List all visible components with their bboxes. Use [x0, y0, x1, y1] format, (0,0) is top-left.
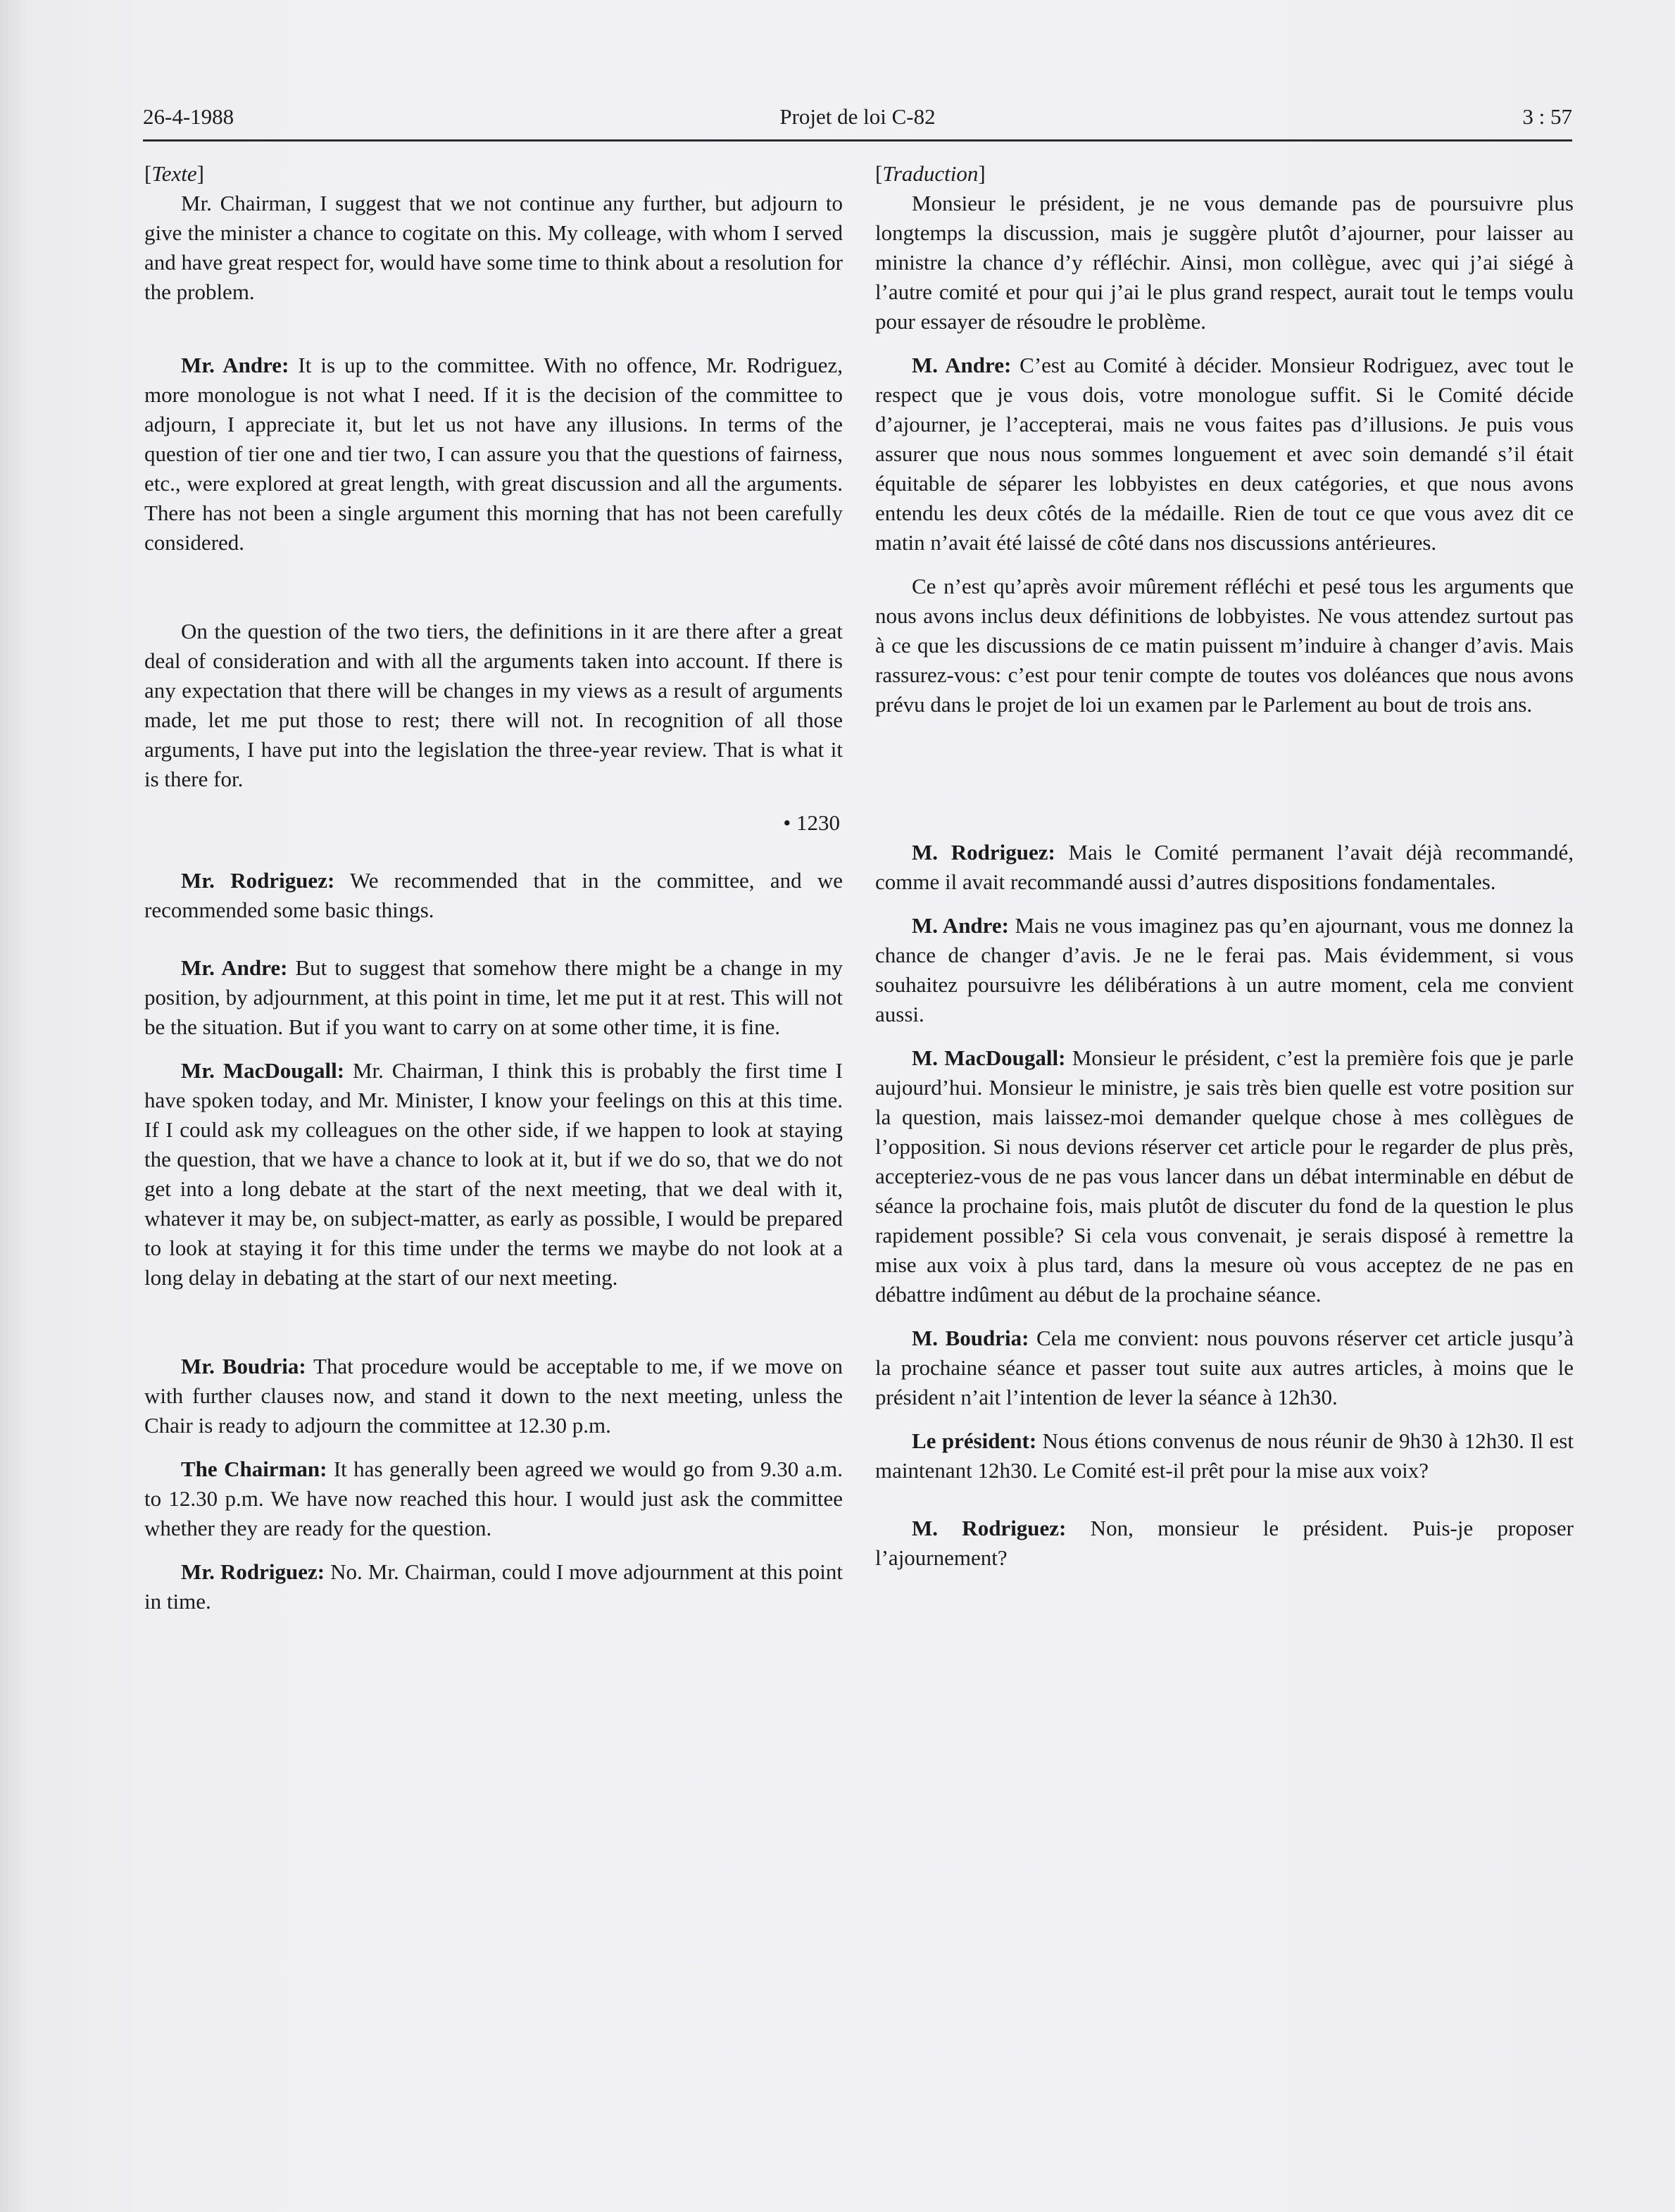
- speaker-name: Mr. Andre:: [181, 353, 289, 377]
- paragraph: M. Andre: C’est au Comité à décider. Monsieur Rodriguez, avec tout le respect que je vous dois, votre monologue suffit. Si le Comité décide d’ajourner, je l’accepterai, mais ne vous faites pas d’illusions. Je puis vous assurer que nous nous sommes longuement et avec soin demandé s’il était équitable de séparer les lobbyistes en deux catégories, et que nous avons entendu les deux côtés de la médaille. Rien de tout ce que vous avez dit ce matin n’avait été laissé de côté dans nos discussions antérieures.: [875, 353, 1574, 555]
- paragraph: Le président: Nous étions convenus de nous réunir de 9h30 à 12h30. Il est maintenant 12h30. Le Comité est-il prêt pour la mise aux voix?: [875, 1428, 1574, 1483]
- header-date: 26-4-1988: [143, 104, 234, 129]
- paragraph: Ce n’est qu’après avoir mûrement réfléchi et pesé tous les arguments que nous avons inclus deux définitions de lobbyistes. Ne vous attendez surtout pas à ce que les discussions de ce matin puissent m’induire à changer d’avis. Mais rassurez-vous: c’est pour tenir compte de toutes vos doléances que nous avons prévu dans le projet de loi un examen par le Parlement au bout de trois ans.: [875, 574, 1574, 717]
- speaker-name: Mr. Boudria:: [181, 1354, 306, 1378]
- speaker-name: Mr. Rodriguez:: [181, 868, 335, 893]
- header-title: Projet de loi C-82: [779, 104, 936, 129]
- speaker-name: M. Rodriguez:: [912, 1516, 1067, 1540]
- paragraph: M. Rodriguez: Mais le Comité permanent l’avait déjà recommandé, comme il avait recommandé aussi d’autres dispositions fondamentales.: [875, 840, 1574, 894]
- paragraph: Mr. Andre: It is up to the committee. With no offence, Mr. Rodriguez, more monologue is not what I need. If it is the decision of the committee to adjourn, I appreciate it, but let us not have any illusions. In terms of the question of tier one and tier two, I can assure you that the questions of fairness, etc., were explored at great length, with great discussion and all the arguments. There has not been a single argument this morning that has not been carefully considered.: [144, 353, 843, 555]
- speaker-name: M. Boudria:: [912, 1326, 1029, 1350]
- speaker-name: Mr. Rodriguez:: [181, 1559, 325, 1584]
- paragraph: Mr. MacDougall: Mr. Chairman, I think this is probably the first time I have spoken today, and Mr. Minister, I know your feelings on this at this time. If I could ask my colleagues on the other side, if we happen to look at staying the question, that we have a chance to look at it, but if we do so, that we do not get into a long debate at the start of the next meeting, that we deal with it, whatever it may be, on subject-matter, as early as possible, I would be prepared to look at staying it for this time under the terms we maybe do not look at a long delay in debating at the start of our next meeting.: [144, 1058, 843, 1290]
- paragraph: Monsieur le président, je ne vous demande pas de poursuivre plus longtemps la discussion, mais je suggère plutôt d’ajourner, pour laisser au ministre la chance d’y réfléchir. Ainsi, mon collègue, avec qui j’ai siégé à l’autre comité et pour qui j’ai le plus grand respect, aurait tout le temps voulu pour essayer de résoudre le problème.: [875, 191, 1574, 334]
- english-column: [144, 159, 843, 1616]
- paragraph: Mr. Andre: But to suggest that somehow there might be a change in my position, by adjournment, at this point in time, let me put it at rest. This will not be the situation. But if you want to carry on at some other time, it is fine.: [144, 955, 843, 1039]
- paragraph: M. Boudria: Cela me convient: nous pouvons réserver cet article jusqu’à la prochaine séance et passer tout suite aux autres articles, à moins que le président n’ait l’intention de lever la séance à 12h30.: [875, 1326, 1574, 1409]
- speaker-name: The Chairman:: [181, 1457, 327, 1481]
- paragraph: Mr. Chairman, I suggest that we not continue any further, but adjourn to give the minister a chance to cogitate on this. My colleage, with whom I served and have great respect for, would have some time to think about a resolution for the problem.: [144, 191, 843, 304]
- header-page-number: 3 : 57: [1522, 104, 1572, 129]
- paragraph: M. Andre: Mais ne vous imaginez pas qu’en ajournant, vous me donnez la chance de changer d’avis. Je ne le ferai pas. Mais évidemment, si vous souhaitez poursuivre les délibérations à un autre moment, cela me convient aussi.: [875, 913, 1574, 1026]
- french-column: [875, 159, 1574, 1573]
- page-header: [143, 99, 1572, 142]
- paragraph: The Chairman: It has generally been agreed we would go from 9.30 a.m. to 12.30 p.m. We have now reached this hour. I would just ask the committee whether they are ready for the question.: [144, 1457, 843, 1540]
- paragraph: Mr. Rodriguez: No. Mr. Chairman, could I move adjournment at this point in time.: [144, 1559, 843, 1614]
- time-marker: • 1230: [783, 810, 840, 835]
- language-label: [Traduction]: [875, 161, 986, 186]
- paragraph: M. MacDougall: Monsieur le président, c’est la première fois que je parle aujourd’hui. Monsieur le ministre, je sais très bien quelle est votre position sur la question, mais laissez-moi demander quelque chose à mes collègues de l’opposition. Si nous devions réserver cet article pour le regarder de plus près, accepteriez-vous de ne pas vous lancer dans un débat interminable en début de séance la prochaine fois, mais plutôt de discuter du fond de la question le plus rapidement possible? Si cela vous convenait, je serais disposé à remettre la mise aux voix à plus tard, dans la mesure où vous acceptez de ne pas en débattre indûment au début de la prochaine séance.: [875, 1045, 1574, 1307]
- speaker-name: M. Andre:: [912, 913, 1009, 938]
- speaker-name: M. Rodriguez:: [912, 840, 1055, 865]
- speaker-name: Mr. MacDougall:: [181, 1058, 345, 1083]
- language-label: [Texte]: [144, 161, 204, 186]
- paragraph: M. Rodriguez: Non, monsieur le président. Puis-je proposer l’ajournement?: [875, 1516, 1574, 1570]
- speaker-name: M. Andre:: [912, 353, 1012, 377]
- speaker-name: Le président:: [912, 1428, 1037, 1453]
- paragraph: Mr. Boudria: That procedure would be acceptable to me, if we move on with further clauses now, and stand it down to the next meeting, unless the Chair is ready to adjourn the committee at 12.30 p.m.: [144, 1354, 843, 1438]
- paragraph: Mr. Rodriguez: We recommended that in the committee, and we recommended some basic things.: [144, 868, 843, 922]
- speaker-name: Mr. Andre:: [181, 955, 288, 980]
- paragraph: On the question of the two tiers, the definitions in it are there after a great deal of consideration and with all the arguments taken into account. If there is any expectation that there will be changes in my views as a result of arguments made, let me put those to rest; there will not. In recognition of all those arguments, I have put into the legislation the three-year review. That is what it is there for.: [144, 619, 843, 791]
- speaker-name: M. MacDougall:: [912, 1045, 1066, 1070]
